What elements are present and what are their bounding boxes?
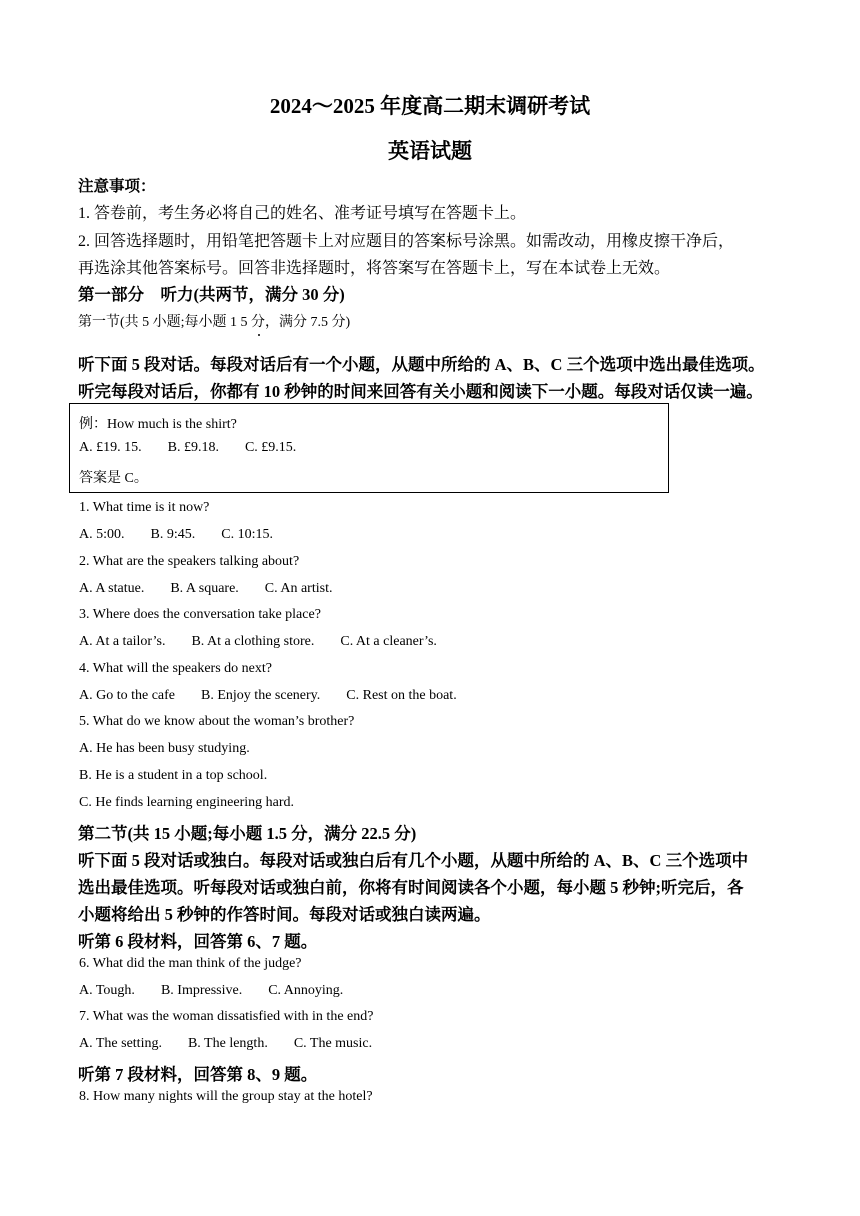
option-b: B. Enjoy the scenery. [201, 688, 321, 703]
option-a: A. Go to the cafe [79, 688, 176, 703]
question-6-options [79, 983, 369, 999]
notice-item-1: 1. 答卷前，考生务必将自己的姓名、准考证号填写在答题卡上。 [78, 205, 527, 222]
example-answer: 答案是 C。 [79, 471, 148, 486]
question-3-options [79, 634, 463, 650]
option-c: C. At a cleaner’s. [340, 634, 437, 649]
section2-instructions-line3: 小题将给出 5 秒钟的作答时间。每段对话或独白读两遍。 [78, 905, 491, 924]
option-b: B. The length. [187, 1036, 268, 1051]
option-a: A. Tough. [79, 983, 135, 998]
option-a: A. 5:00. [79, 527, 125, 542]
example-option-b: B. £9.18. [167, 440, 219, 455]
section2-instructions-line1: 听下面 5 段对话或独白。每段对话或独白后有几个小题，从题中所给的 A、B、C 三个选项中 [78, 851, 749, 870]
option-c: C. An artist. [264, 581, 333, 596]
example-option-c: C. £9.15. [244, 440, 297, 455]
question-5: 5. What do we know about the woman’s brother? [79, 714, 355, 729]
question-3: 3. Where does the conversation take place? [79, 607, 321, 622]
notice-heading: 注意事项： [78, 178, 156, 195]
exam-title: 2024～2025 年度高二期末调研考试 [269, 94, 591, 118]
question-7-options [79, 1036, 398, 1052]
section2-heading: 第二节(共 15 小题;每小题 1.5 分，满分 22.5 分) [78, 824, 417, 843]
example-question: 例：How much is the shirt? [79, 417, 237, 432]
option-c: C. Rest on the boat. [346, 688, 457, 703]
option-b: B. At a clothing store. [191, 634, 315, 649]
notice-item-2-line2: 再选涂其他答案标号。回答非选择题时，将答案写在答题卡上，写在本试卷上无效。 [78, 260, 671, 277]
exam-subtitle: 英语试题 [388, 139, 472, 163]
question-1: 1. What time is it now? [79, 500, 210, 515]
option-a: A. The setting. [79, 1036, 162, 1051]
option-b: B. 9:45. [150, 527, 196, 542]
question-1-options [79, 527, 299, 543]
question-4: 4. What will the speakers do next? [79, 661, 272, 676]
stray-dot [258, 334, 260, 336]
example-options [79, 440, 322, 456]
question-5-option-b: B. He is a student in a top school. [79, 768, 268, 783]
option-b: B. Impressive. [160, 983, 243, 998]
question-6: 6. What did the man think of the judge? [79, 956, 302, 971]
option-a: A. A statue. [79, 581, 145, 596]
question-4-options [79, 688, 483, 704]
section1-instructions-line1: 听下面 5 段对话。每段对话后有一个小题，从题中所给的 A、B、C 三个选项中选出最佳选项。 [78, 355, 765, 374]
question-5-option-a: A. He has been busy studying. [79, 741, 250, 756]
option-c: C. Annoying. [268, 983, 344, 998]
section1-heading: 第一节(共 5 小题;每小题 1 5 分，满分 7.5 分) [78, 315, 351, 330]
question-7: 7. What was the woman dissatisfied with in the end? [79, 1009, 374, 1024]
option-c: C. 10:15. [221, 527, 273, 542]
notice-item-2-line1: 2. 回答选择题时，用铅笔把答题卡上对应题目的答案标号涂黑。如需改动，用橡皮擦干净后， [78, 233, 735, 250]
section2-instructions-line2: 选出最佳选项。听每段对话或独白前，你将有时间阅读各个小题，每小题 5 秒钟;听完后，各 [78, 878, 744, 897]
material-6-heading: 听第 6 段材料，回答第 6、7 题。 [78, 932, 318, 951]
question-8: 8. How many nights will the group stay at the hotel? [79, 1089, 373, 1104]
section1-instructions-line2: 听完每段对话后，你都有 10 秒钟的时间来回答有关小题和阅读下一小题。每段对话仅读一遍。 [78, 382, 763, 401]
material-7-heading: 听第 7 段材料，回答第 8、9 题。 [78, 1065, 318, 1084]
part1-heading: 第一部分 听力(共两节，满分 30 分) [78, 285, 345, 304]
option-a: A. At a tailor’s. [79, 634, 166, 649]
option-c: C. The music. [293, 1036, 373, 1051]
option-b: B. A square. [170, 581, 239, 596]
example-option-a: A. £19. 15. [79, 440, 142, 455]
question-2: 2. What are the speakers talking about? [79, 554, 300, 569]
question-2-options [79, 581, 358, 597]
question-5-option-c: C. He finds learning engineering hard. [79, 795, 294, 810]
